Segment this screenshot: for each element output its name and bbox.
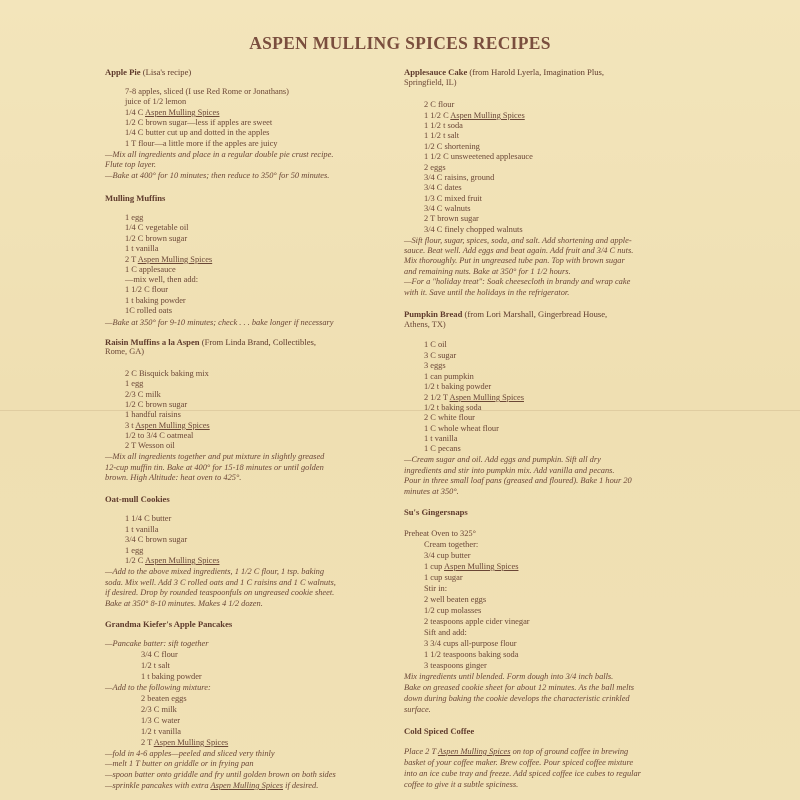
recipe-line — [404, 683, 634, 693]
recipe-line — [424, 562, 518, 572]
line-text: Apple Pie — [105, 67, 141, 77]
line-text: 2/3 C milk — [125, 390, 161, 399]
line-text: 3/4 C walnuts — [424, 204, 471, 213]
line-text: surface. — [404, 705, 431, 714]
recipe-line — [424, 351, 456, 361]
line-text: 1 t vanilla — [424, 434, 458, 443]
recipe-line — [141, 661, 170, 671]
product-name: Aspen Mulling Spices — [137, 255, 213, 264]
recipe-line — [404, 780, 518, 790]
line-text: with it. Save until the holidays in the refrigerator. — [404, 288, 570, 297]
recipe-line — [404, 78, 457, 88]
line-text: —Bake at 400° for 10 minutes; then reduce to 350° for 50 minutes. — [105, 171, 330, 180]
recipe-line — [105, 683, 211, 693]
recipe-line — [125, 234, 187, 244]
recipe-line — [424, 628, 467, 638]
recipe-line — [125, 296, 186, 306]
recipe-heading — [404, 507, 468, 517]
line-text: Place 2 T — [404, 747, 438, 756]
recipe-line — [424, 540, 478, 550]
recipe-line — [105, 770, 336, 780]
recipe-line — [424, 639, 517, 649]
recipe-line — [141, 672, 202, 682]
line-text: brown. High Altitude: heat oven to 425°. — [105, 473, 242, 482]
recipe-source: (from Lori Marshall, Gingerbread House, — [462, 309, 608, 319]
product-name: Aspen Mulling Spices — [145, 556, 220, 565]
recipe-line — [125, 285, 168, 295]
line-text: Sift and add: — [424, 628, 467, 637]
line-text: Grandma Kiefer's Apple Pancakes — [105, 619, 233, 629]
recipe-line — [424, 225, 523, 235]
line-text: Pumpkin Bread — [404, 309, 463, 319]
recipe-line — [424, 584, 447, 594]
recipe-line — [105, 749, 275, 759]
line-text: minutes at 350°. — [404, 487, 459, 496]
line-text: ingredients and stir into pumpkin mix. Add vanilla and pecans. — [404, 466, 615, 475]
recipe-line — [404, 288, 569, 298]
recipe-line — [125, 556, 219, 566]
recipe-line — [404, 769, 641, 779]
line-text: 1 t baking powder — [125, 296, 186, 305]
recipe-line — [125, 306, 172, 316]
recipe-line — [404, 487, 459, 497]
recipe-line — [125, 431, 193, 441]
line-text: —Bake at 350° for 9-10 minutes; check . . . bake longer if necessary — [105, 318, 334, 327]
line-text: 1/4 C butter cut up and dotted in the apples — [125, 128, 270, 137]
line-text: —Add to the above mixed ingredients, 1 1/2 C flour, 1 tsp. baking — [105, 567, 325, 576]
recipe-line — [424, 595, 486, 605]
recipe-heading — [404, 309, 607, 319]
recipe-line — [105, 759, 254, 769]
recipe-line — [424, 194, 482, 204]
recipe-source: (From Linda Brand, Collectibles, — [199, 337, 317, 347]
recipe-line — [424, 434, 458, 444]
recipe-heading — [105, 337, 316, 347]
line-text: 1/2 C brown sugar—less if apples are sweet — [125, 118, 273, 127]
line-text: 1 1/4 C butter — [125, 514, 172, 523]
line-text: Stir in: — [424, 584, 448, 593]
line-text: Rome, GA) — [105, 347, 145, 356]
line-text: 1/3 C mixed fruit — [424, 194, 482, 203]
recipe-line — [125, 265, 176, 275]
recipe-line — [424, 382, 491, 392]
line-text: soda. Mix well. Add 3 C rolled oats and 1 C raisins and 1 C walnuts, — [105, 578, 336, 587]
line-text: 1 egg — [125, 213, 144, 222]
line-text: Mix thoroughly. Put in ungreased tube pan. Top with brown sugar — [404, 256, 625, 265]
line-text: —Pancake batter: sift together — [105, 639, 209, 648]
line-text: 2 teaspoons apple cider vinegar — [424, 617, 530, 626]
recipe-line — [125, 255, 212, 265]
recipe-line — [404, 455, 601, 465]
recipe-line — [125, 223, 189, 233]
recipe-line — [141, 650, 178, 660]
product-name: Aspen Mulling Spices — [449, 393, 524, 402]
recipe-line — [404, 694, 630, 704]
recipe-source: (from Harold Lyerla, Imagination Plus, — [467, 67, 605, 77]
line-text: 1 cup sugar — [424, 573, 463, 582]
recipe-line — [141, 727, 181, 737]
line-text: 1 T flour—a little more if the apples are juicy — [125, 139, 278, 148]
recipe-line — [105, 588, 334, 598]
line-text: Cream together: — [424, 540, 479, 549]
line-text: sauce. Beat well. Add eggs and beat again. Add fruit and 3/4 C nuts. — [404, 246, 634, 255]
recipe-line — [424, 100, 454, 110]
product-name: Aspen Mulling Spices — [153, 738, 229, 747]
line-text: 1 cup — [424, 562, 445, 571]
recipe-line — [125, 118, 272, 128]
recipe-line — [424, 340, 447, 350]
product-name: Aspen Mulling Spices — [444, 562, 519, 571]
recipe-line — [424, 361, 446, 371]
line-text: 1 1/2 C unsweetened applesauce — [424, 152, 533, 161]
recipe-line — [125, 369, 209, 379]
line-text: coffee to give it a subtle spiciness. — [404, 780, 519, 789]
line-text: 1/2 to 3/4 C oatmeal — [125, 431, 194, 440]
product-name: Aspen Mulling Spices — [145, 108, 220, 117]
line-text: Mix ingredients until blended. Form dough into 3/4 inch balls. — [404, 672, 614, 681]
recipe-line — [125, 546, 143, 556]
recipe-line — [424, 183, 462, 193]
line-text: 3 C sugar — [424, 351, 457, 360]
recipe-line — [125, 379, 143, 389]
line-text: 1/2 t baking powder — [424, 382, 492, 391]
line-text: 3/4 C raisins, ground — [424, 173, 495, 182]
line-text: 2 C white flour — [424, 413, 475, 422]
line-text: 3/4 cup butter — [424, 551, 471, 560]
recipe-line — [125, 390, 161, 400]
recipe-line — [125, 244, 159, 254]
line-text: 1/4 C — [125, 108, 146, 117]
line-text: 2 C flour — [424, 100, 455, 109]
recipe-line — [404, 320, 446, 330]
recipe-line — [424, 413, 475, 423]
product-name: Aspen Mulling Spices — [437, 747, 511, 756]
line-text: juice of 1/2 lemon — [125, 97, 187, 106]
line-text: 1 1/2 C flour — [125, 285, 169, 294]
line-text: 12-cup muffin tin. Bake at 400° for 15-18 minutes or until golden — [105, 463, 324, 472]
recipe-line — [125, 410, 181, 420]
recipe-line — [141, 738, 228, 748]
line-text: —Mix all ingredients and place in a regular double pie crust recipe. — [105, 150, 334, 159]
line-text: 3 t — [125, 421, 136, 430]
line-text: —melt 1 T butter on griddle or in frying pan — [105, 759, 254, 768]
line-text: 2/3 C milk — [141, 705, 177, 714]
line-text: 2 T brown sugar — [424, 214, 479, 223]
line-text: —mix well, then add: — [125, 275, 199, 284]
line-text: Raisin Muffins a la Aspen — [105, 337, 200, 347]
recipe-line — [424, 152, 533, 162]
product-name: Aspen Mulling Spices — [450, 111, 525, 120]
line-text: 2 T Wesson oil — [125, 441, 175, 450]
paper-fold — [0, 410, 800, 411]
recipe-heading — [404, 726, 474, 736]
recipe-line — [424, 551, 471, 561]
recipe-line — [141, 705, 177, 715]
line-text: 2 eggs — [424, 163, 446, 172]
line-text: 3 teaspoons ginger — [424, 661, 487, 670]
recipe-line — [424, 173, 494, 183]
line-text: Athens, TX) — [404, 320, 446, 329]
recipe-line — [105, 347, 144, 357]
recipe-line — [424, 393, 524, 403]
line-text: 1/2 t salt — [141, 661, 170, 670]
recipe-line — [424, 372, 474, 382]
line-text: —Add to the following mixture: — [105, 683, 211, 692]
recipe-line — [105, 150, 333, 160]
line-text: Oat-mull Cookies — [105, 494, 170, 504]
recipe-line — [424, 111, 525, 121]
recipe-line — [424, 163, 446, 173]
line-text: Su's Gingersnaps — [404, 507, 468, 517]
line-text: 1C rolled oats — [125, 306, 172, 315]
line-text: 1 C applesauce — [125, 265, 176, 274]
line-text: —Mix all ingredients together and put mixture in slightly greased — [105, 452, 325, 461]
line-text: into an ice cube tray and freeze. Add spiced coffee ice cubes to regular — [404, 769, 641, 778]
product-name: Aspen Mulling Spices — [135, 421, 210, 430]
line-text: —For a "holiday treat": Soak cheesecloth in brandy and wrap cake — [404, 277, 631, 286]
line-text: 2 1/2 T — [424, 393, 450, 402]
line-text: —sprinkle pancakes with extra — [105, 781, 211, 790]
recipe-line — [105, 160, 156, 170]
recipe-line — [404, 277, 630, 287]
line-text: 7-8 apples, sliced (I use Red Rome or Jonathans) — [125, 87, 289, 96]
line-text: Cold Spiced Coffee — [404, 726, 475, 736]
line-text: 2 well beaten eggs — [424, 595, 487, 604]
line-text: 3/4 C finely chopped walnuts — [424, 225, 523, 234]
line-text: Bake on greased cookie sheet for about 12 minutes. As the ball melts — [404, 683, 635, 692]
recipe-line — [404, 758, 633, 768]
recipe-line — [424, 444, 461, 454]
line-text: —Cream sugar and oil. Add eggs and pumpkin. Sift all dry — [404, 455, 601, 464]
recipe-heading — [105, 494, 170, 504]
recipe-line — [424, 121, 463, 131]
recipe-line — [424, 204, 471, 214]
recipe-line — [404, 747, 628, 757]
line-text: on top of ground coffee in brewing — [510, 747, 629, 756]
recipe-line — [141, 716, 180, 726]
recipe-line — [105, 452, 324, 462]
recipe-heading — [105, 619, 232, 629]
recipe-line — [105, 171, 329, 181]
recipe-line — [125, 275, 198, 285]
line-text: 2 beaten eggs — [141, 694, 187, 703]
line-text: Pour in three small loaf pans (greased and floured). Bake 1 hour 20 — [404, 476, 632, 485]
line-text: and remaining nuts. Bake at 350° for 1 1/2 hours. — [404, 267, 571, 276]
recipe-heading — [404, 67, 604, 77]
recipe-line — [125, 400, 187, 410]
line-text: Bake at 350° 8-10 minutes. Makes 4 1/2 dozen. — [105, 599, 263, 608]
recipe-source: (Lisa's recipe) — [140, 67, 192, 77]
line-text: 3/4 C brown sugar — [125, 535, 188, 544]
recipe-line — [404, 246, 633, 256]
line-text: 1 C oil — [424, 340, 447, 349]
recipe-line — [125, 514, 171, 524]
line-text: Applesauce Cake — [404, 67, 468, 77]
recipe-line — [424, 131, 459, 141]
line-text: 2 C Bisquick baking mix — [125, 369, 209, 378]
line-text: 3/4 C dates — [424, 183, 462, 192]
line-text: if desired. — [283, 781, 319, 790]
line-text: 3 3/4 cups all-purpose flour — [424, 639, 517, 648]
line-text: 1/2 t vanilla — [141, 727, 182, 736]
recipe-line — [105, 599, 263, 609]
line-text: Springfield, IL) — [404, 78, 457, 87]
line-text: 1/2 cup molasses — [424, 606, 482, 615]
line-text: down during baking the cookie develops the characteristic crinkled — [404, 694, 630, 703]
recipe-line — [125, 213, 143, 223]
recipe-line — [105, 463, 324, 473]
line-text: 1 egg — [125, 379, 144, 388]
recipe-line — [424, 142, 480, 152]
recipe-line — [125, 441, 175, 451]
line-text: —Sift flour, sugar, spices, soda, and salt. Add shortening and apple- — [404, 236, 632, 245]
recipe-line — [141, 694, 187, 704]
line-text: —fold in 4-6 apples—peeled and sliced very thinly — [105, 749, 275, 758]
recipe-line — [105, 473, 241, 483]
recipe-line — [424, 403, 481, 413]
recipe-line — [105, 578, 336, 588]
line-text: Preheat Oven to 325° — [404, 529, 476, 538]
recipe-line — [125, 535, 187, 545]
recipe-heading — [105, 193, 165, 203]
line-text: 1 t vanilla — [125, 244, 159, 253]
recipe-line — [125, 421, 210, 431]
line-text: 1 can pumpkin — [424, 372, 474, 381]
line-text: Flute top layer. — [105, 160, 156, 169]
line-text: 1 1/2 t salt — [424, 131, 460, 140]
line-text: 1/3 C water — [141, 716, 181, 725]
product-name: Aspen Mulling Spices — [210, 781, 284, 790]
recipe-line — [105, 781, 318, 791]
line-text: 1 C whole wheat flour — [424, 424, 499, 433]
line-text: 1/2 C brown sugar — [125, 234, 188, 243]
recipe-line — [125, 128, 269, 138]
line-text: 1 handful raisins — [125, 410, 181, 419]
recipe-line — [125, 87, 289, 97]
recipe-line — [424, 424, 499, 434]
recipe-line — [424, 617, 530, 627]
line-text: 1 1/2 t soda — [424, 121, 463, 130]
recipe-line — [404, 256, 625, 266]
line-text: 3/4 C flour — [141, 650, 178, 659]
recipe-line — [404, 267, 571, 277]
line-text: 1 1/2 C — [424, 111, 451, 120]
recipe-line — [125, 139, 278, 149]
line-text: 1 1/2 teaspoons baking soda — [424, 650, 519, 659]
recipe-line — [404, 466, 615, 476]
line-text: —spoon batter onto griddle and fry until golden brown on both sides — [105, 770, 336, 779]
page-title: ASPEN MULLING SPICES RECIPES — [249, 33, 551, 53]
recipe-line — [404, 529, 476, 539]
line-text: 1/2 C brown sugar — [125, 400, 188, 409]
line-text: basket of your coffee maker. Brew coffee. Pour spiced coffee mixture — [404, 758, 634, 767]
line-text: 1/2 t baking soda — [424, 403, 482, 412]
recipe-line — [424, 214, 479, 224]
recipe-heading — [105, 67, 191, 77]
recipe-line — [404, 236, 632, 246]
recipe-line — [424, 606, 481, 616]
recipe-line — [404, 705, 431, 715]
line-text: 3 eggs — [424, 361, 446, 370]
recipe-line — [105, 639, 209, 649]
recipe-line — [105, 567, 324, 577]
line-text: 2 T — [141, 738, 154, 747]
line-text: 1/2 C shortening — [424, 142, 480, 151]
line-text: 1/2 C — [125, 556, 146, 565]
recipe-line — [125, 108, 219, 118]
line-text: 1 t baking powder — [141, 672, 202, 681]
recipe-line — [125, 97, 186, 107]
line-text: 1/4 C vegetable oil — [125, 223, 189, 232]
recipe-line — [404, 672, 613, 682]
line-text: 1 C pecans — [424, 444, 461, 453]
recipe-line — [404, 476, 632, 486]
recipe-line — [125, 525, 159, 535]
recipe-line — [105, 318, 334, 328]
line-text: if desired. Drop by rounded teaspoonfuls on ungreased cookie sheet. — [105, 588, 335, 597]
recipe-line — [424, 650, 518, 660]
recipe-line — [424, 573, 463, 583]
line-text: Mulling Muffins — [105, 193, 166, 203]
line-text: 1 t vanilla — [125, 525, 159, 534]
recipe-line — [424, 661, 487, 671]
line-text: 2 T — [125, 255, 138, 264]
line-text: 1 egg — [125, 546, 144, 555]
